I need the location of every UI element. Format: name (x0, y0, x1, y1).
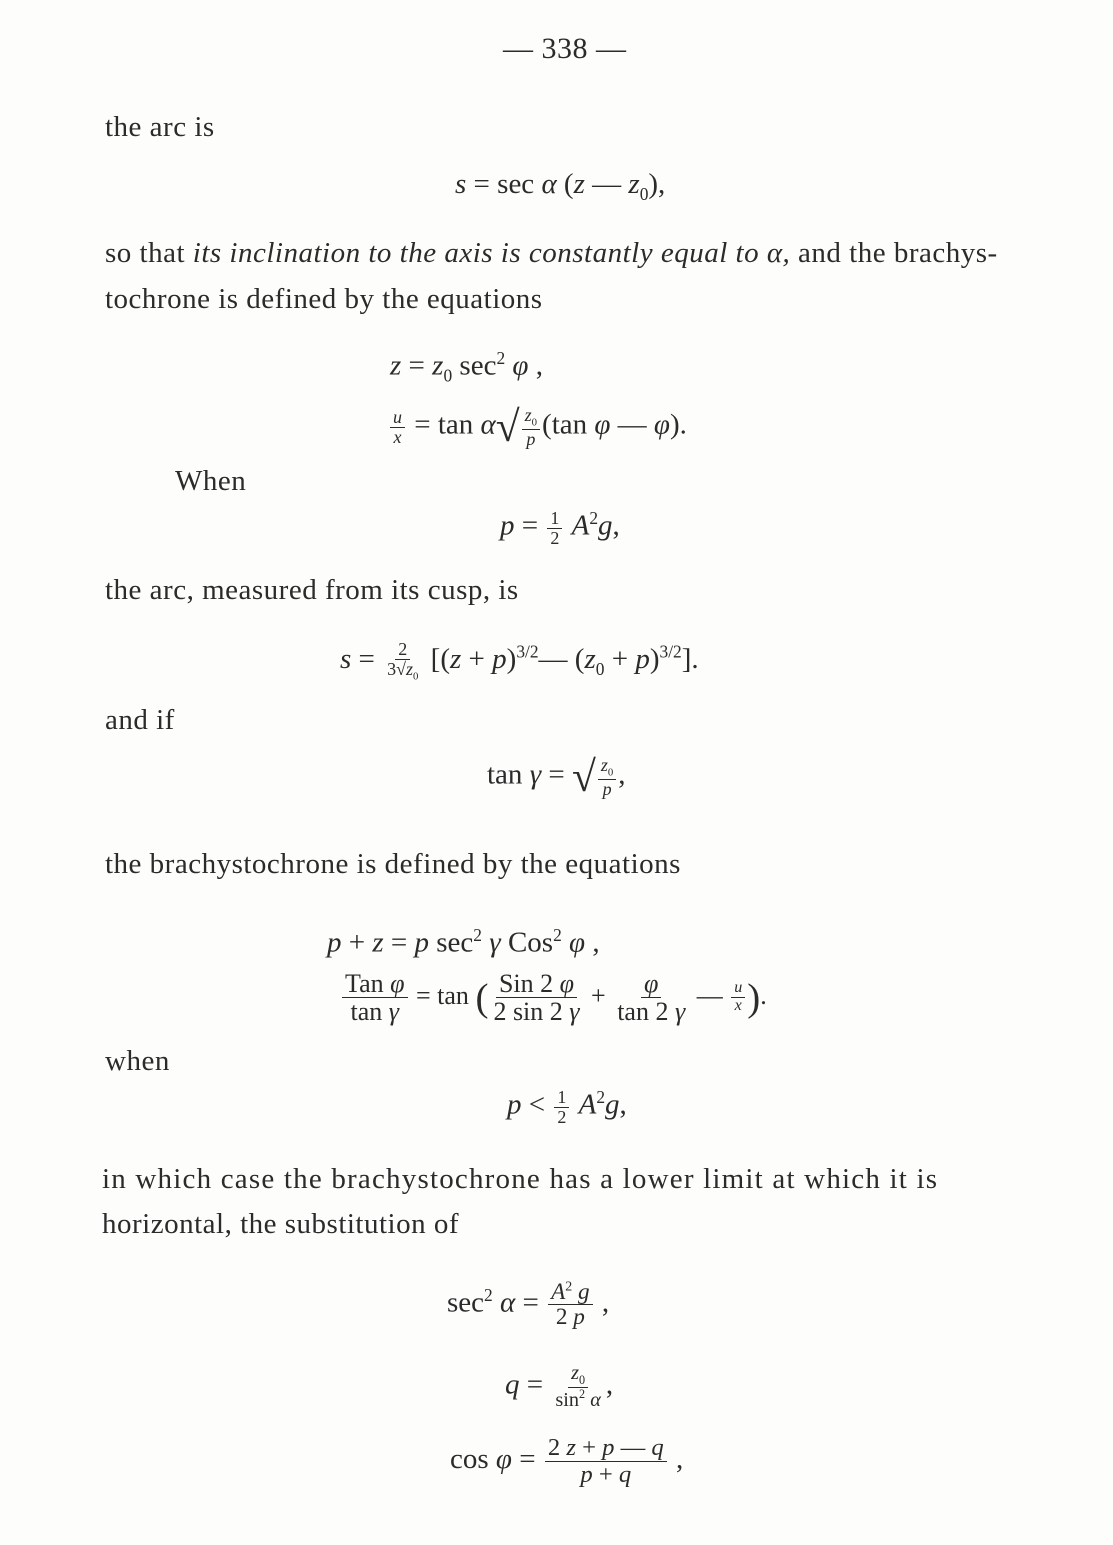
text-case-line2: horizontal, the substitution of (102, 1208, 460, 1240)
equation-sec-alpha: $\sec^2 \alpha$ = $\frac{A^2 g}{2 p}$ , (447, 1279, 610, 1331)
text-inclination: so that its inclination to the axis is constantly equal to α, and the brachys- (105, 237, 998, 269)
text-brach-defined: the brachystochrone is defined by the equations (105, 848, 681, 880)
text-inclination-line2: tochrone is defined by the equations (105, 283, 543, 315)
equation-arc-cusp: s = $\frac{2}{3√z_0}$ [$(z + p)^{3/2}—$ $(z_0 + p)^{3/2}$]. (340, 639, 699, 683)
text-when: When (175, 465, 247, 497)
equation-cos-phi: cos φ = $\frac{2 z + p — q}{p + q}$ , (450, 1434, 684, 1488)
text-and-if: and if (105, 704, 175, 736)
text-case-line1: in which case the brachystochrone has a lower limit at which it is (102, 1163, 939, 1195)
equation-p-less: p < $\frac{1}{2}$ $A^2g$, (507, 1086, 627, 1127)
equation-arc-length: s = sec α (z — $z_0$), (455, 168, 666, 204)
equation-q: q = $\frac{z_0}{\sin^2 \alpha}$ , (505, 1362, 614, 1411)
page-number: — 338 — (503, 32, 627, 65)
equation-tan-gamma: tan γ = √ $\frac{z_0}{p}$ , (487, 753, 626, 801)
equation-p-plus-z: p + z = p $\sec^2 \gamma$ Cos$^2$ φ , (327, 925, 600, 959)
text-arc-is: the arc is (105, 111, 215, 143)
equation-u-over-x: $\frac{u}{x}$ = tan α√ $\frac{z_0}{p}$ (tan φ — φ). (388, 402, 687, 452)
text-arc-cusp: the arc, measured from its cusp, is (105, 574, 519, 606)
text-when-lower: when (105, 1045, 170, 1077)
equation-p-half: p = $\frac{1}{2}$ $A^2g$, (500, 507, 620, 548)
equation-tan-phi: $\frac{\text{Tan φ}}{\text{tan γ}}$ = tan ( $\frac{\text{Sin 2 φ}}{2 \sin 2 \gamma}$ + $\frac{\varphi}{\tan 2 \gamma}$ — $\frac{u}{x}$ ). (340, 970, 767, 1026)
equation-z-sec: $z = z_0$ $\sec^2 \varphi$ , (390, 348, 543, 386)
